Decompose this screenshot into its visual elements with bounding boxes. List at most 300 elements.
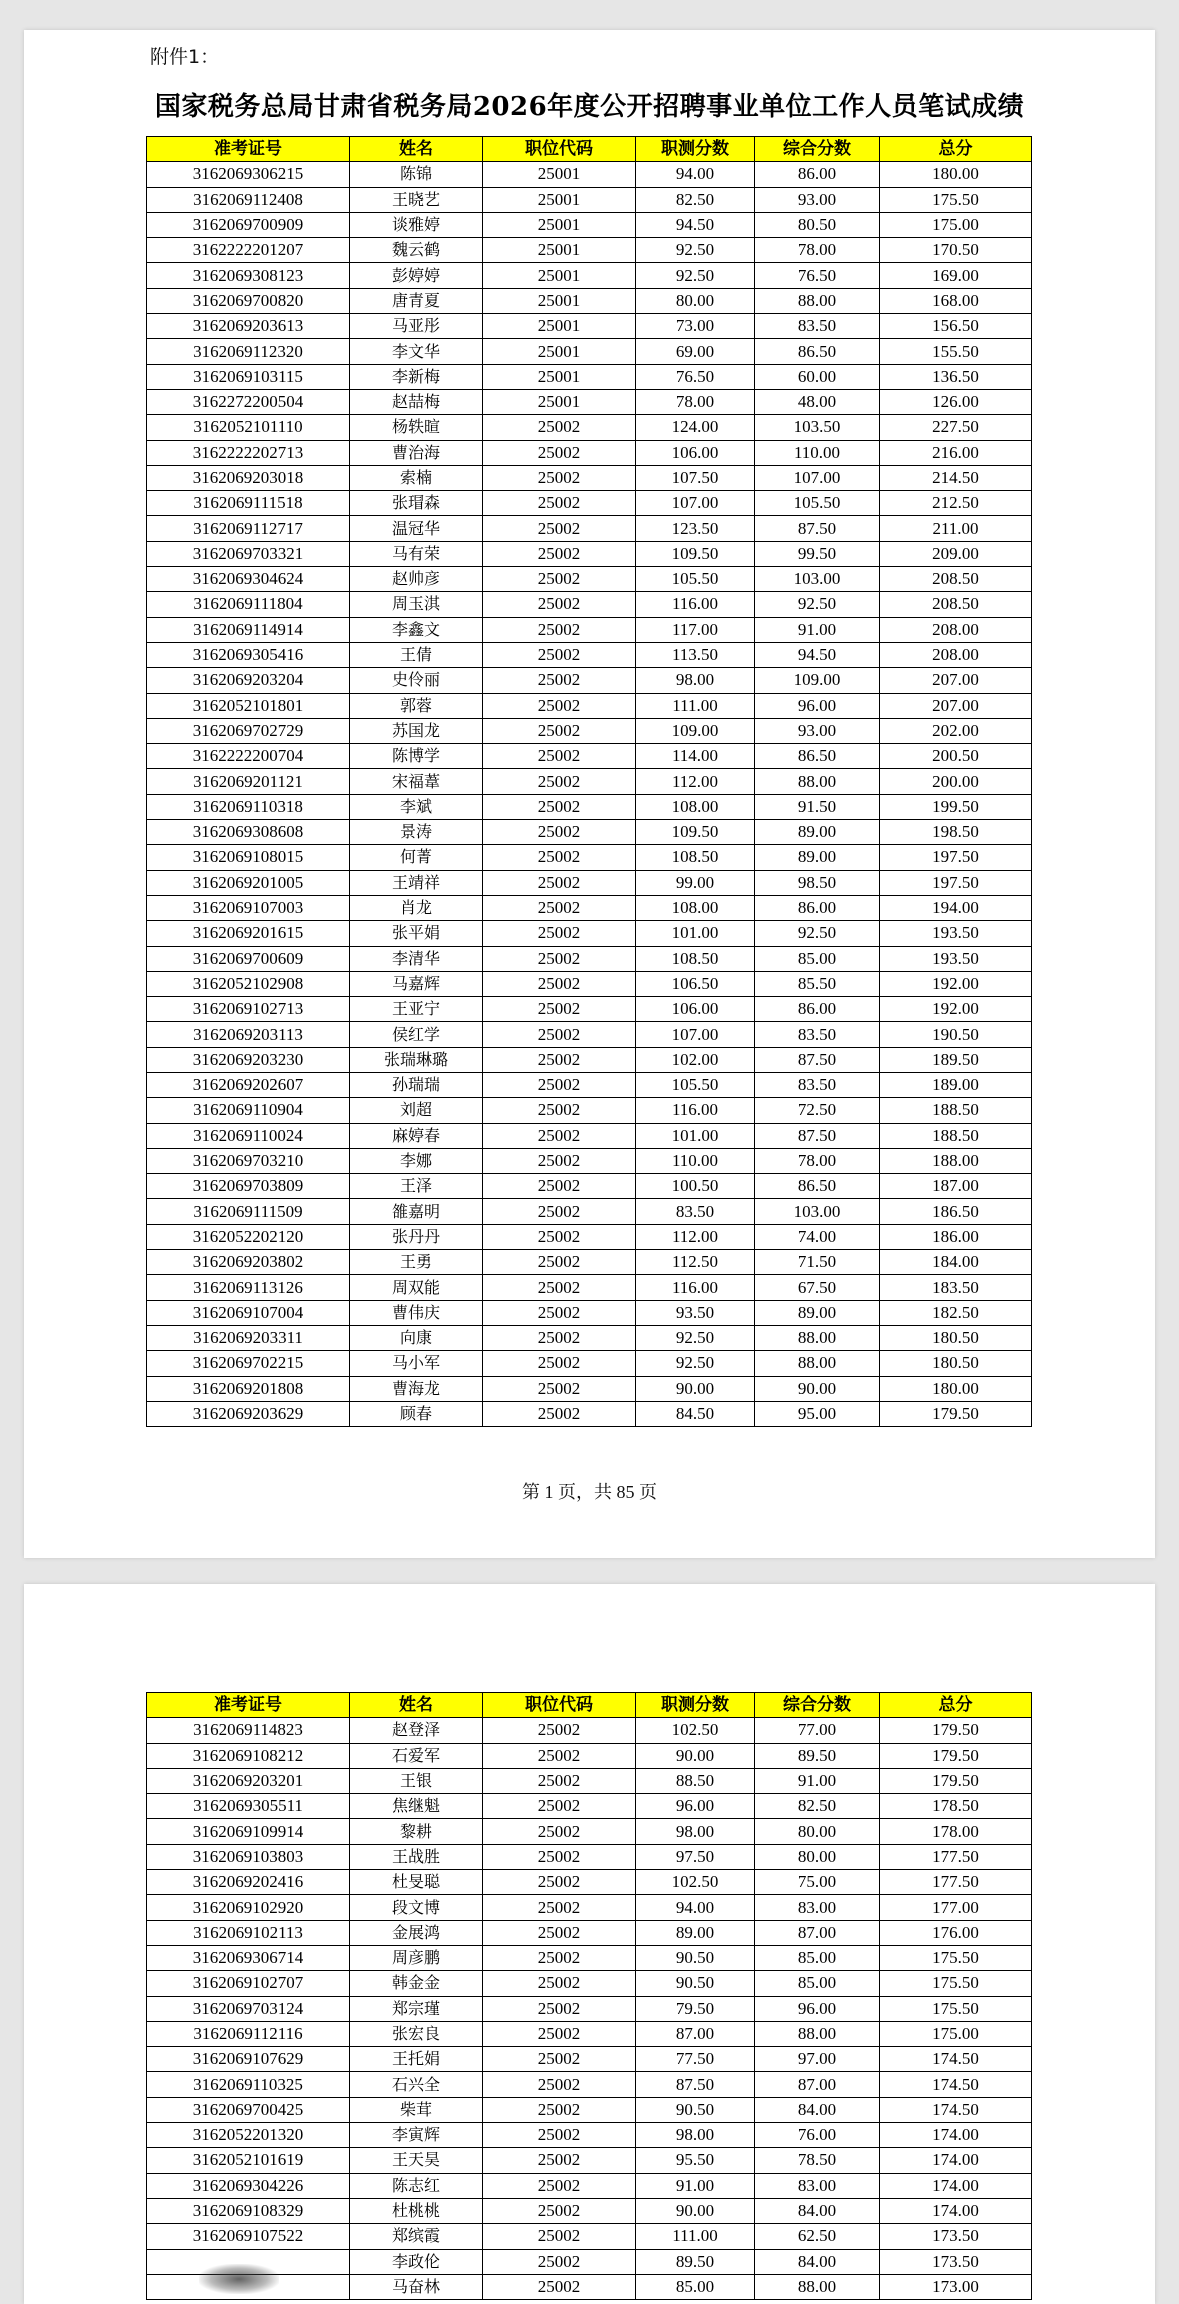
cell-aptitude-score: 102.00 (636, 1047, 755, 1072)
cell-total-score: 193.50 (880, 921, 1032, 946)
cell-exam-id: 3162069702215 (147, 1351, 350, 1376)
cell-position-code: 25001 (483, 288, 636, 313)
cell-total-score: 175.50 (880, 1971, 1032, 1996)
cell-aptitude-score: 109.50 (636, 820, 755, 845)
cell-position-code: 25002 (483, 592, 636, 617)
cell-position-code: 25002 (483, 1945, 636, 1970)
cell-comprehensive-score: 88.00 (755, 1351, 880, 1376)
cell-aptitude-score: 109.00 (636, 718, 755, 743)
cell-comprehensive-score: 96.00 (755, 693, 880, 718)
cell-aptitude-score: 100.50 (636, 1174, 755, 1199)
cell-aptitude-score: 90.00 (636, 1743, 755, 1768)
cell-total-score: 173.50 (880, 2224, 1032, 2249)
cell-position-code: 25002 (483, 1718, 636, 1743)
cell-total-score: 174.00 (880, 2198, 1032, 2223)
cell-position-code: 25002 (483, 567, 636, 592)
cell-name: 黎耕 (350, 1819, 483, 1844)
cell-comprehensive-score: 86.00 (755, 997, 880, 1022)
cell-total-score: 199.50 (880, 794, 1032, 819)
cell-exam-id: 3162069112116 (147, 2021, 350, 2046)
cell-aptitude-score: 102.50 (636, 1718, 755, 1743)
cell-position-code: 25002 (483, 870, 636, 895)
cell-exam-id: 3162069203311 (147, 1325, 350, 1350)
cell-total-score: 212.50 (880, 491, 1032, 516)
cell-aptitude-score: 96.00 (636, 1794, 755, 1819)
cell-name: 陈博学 (350, 744, 483, 769)
cell-comprehensive-score: 83.00 (755, 1895, 880, 1920)
table-row (147, 1945, 1032, 1970)
cell-position-code: 25001 (483, 364, 636, 389)
cell-total-score: 169.00 (880, 263, 1032, 288)
header-name: 姓名 (350, 137, 483, 162)
cell-aptitude-score: 92.50 (636, 1351, 755, 1376)
cell-name: 陈锦 (350, 162, 483, 187)
cell-position-code: 25002 (483, 1794, 636, 1819)
cell-name: 杨轶暄 (350, 415, 483, 440)
cell-comprehensive-score: 83.00 (755, 2173, 880, 2198)
cell-position-code: 25002 (483, 465, 636, 490)
cell-comprehensive-score: 89.50 (755, 1743, 880, 1768)
cell-exam-id: 3162069703321 (147, 541, 350, 566)
cell-comprehensive-score: 87.50 (755, 516, 880, 541)
table-row (147, 162, 1032, 187)
cell-exam-id: 3162069703809 (147, 1174, 350, 1199)
cell-name: 马嘉辉 (350, 971, 483, 996)
cell-aptitude-score: 90.50 (636, 2097, 755, 2122)
cell-name: 马有荣 (350, 541, 483, 566)
cell-total-score: 175.50 (880, 1996, 1032, 2021)
cell-comprehensive-score: 85.00 (755, 946, 880, 971)
cell-name: 段文博 (350, 1895, 483, 1920)
attachment-label: 附件1： (150, 46, 220, 68)
cell-name: 王晓艺 (350, 187, 483, 212)
cell-comprehensive-score: 95.00 (755, 1401, 880, 1426)
table-row (147, 845, 1032, 870)
cell-comprehensive-score: 86.50 (755, 1174, 880, 1199)
cell-name: 张丹丹 (350, 1224, 483, 1249)
table-header-row (147, 1693, 1032, 1718)
cell-name: 周玉淇 (350, 592, 483, 617)
cell-exam-id: 3162069112717 (147, 516, 350, 541)
table-row (147, 1971, 1032, 1996)
cell-name: 王亚宁 (350, 997, 483, 1022)
cell-exam-id: 3162069103115 (147, 364, 350, 389)
cell-total-score: 177.00 (880, 1895, 1032, 1920)
cell-aptitude-score: 116.00 (636, 592, 755, 617)
cell-comprehensive-score: 83.50 (755, 314, 880, 339)
cell-comprehensive-score: 87.50 (755, 1047, 880, 1072)
cell-position-code: 25002 (483, 1072, 636, 1097)
cell-position-code: 25002 (483, 2097, 636, 2122)
cell-comprehensive-score: 74.00 (755, 1224, 880, 1249)
cell-position-code: 25002 (483, 744, 636, 769)
cell-comprehensive-score: 85.00 (755, 1971, 880, 1996)
cell-comprehensive-score: 71.50 (755, 1250, 880, 1275)
cell-comprehensive-score: 80.00 (755, 1819, 880, 1844)
cell-position-code: 25002 (483, 1174, 636, 1199)
cell-comprehensive-score: 88.00 (755, 1325, 880, 1350)
cell-comprehensive-score: 94.50 (755, 642, 880, 667)
cell-position-code: 25002 (483, 1199, 636, 1224)
cell-position-code: 25002 (483, 1351, 636, 1376)
cell-comprehensive-score: 72.50 (755, 1098, 880, 1123)
table-row (147, 2173, 1032, 2198)
cell-exam-id: 3162069308123 (147, 263, 350, 288)
cell-name: 石兴全 (350, 2072, 483, 2097)
cell-total-score: 174.50 (880, 2097, 1032, 2122)
cell-total-score: 136.50 (880, 364, 1032, 389)
cell-comprehensive-score: 67.50 (755, 1275, 880, 1300)
cell-comprehensive-score: 93.00 (755, 718, 880, 743)
table-row (147, 314, 1032, 339)
cell-name: 张平娟 (350, 921, 483, 946)
cell-total-score: 180.50 (880, 1325, 1032, 1350)
table-row (147, 2072, 1032, 2097)
cell-name: 李清华 (350, 946, 483, 971)
cell-exam-id: 3162069700425 (147, 2097, 350, 2122)
cell-exam-id: 3162069110318 (147, 794, 350, 819)
table-row (147, 794, 1032, 819)
cell-comprehensive-score: 88.00 (755, 288, 880, 313)
cell-position-code: 25002 (483, 415, 636, 440)
table-body (147, 162, 1032, 1427)
cell-comprehensive-score: 88.00 (755, 2274, 880, 2299)
cell-aptitude-score: 84.50 (636, 1401, 755, 1426)
cell-aptitude-score: 98.00 (636, 668, 755, 693)
cell-name: 金展鸿 (350, 1920, 483, 1945)
table-row (147, 2198, 1032, 2223)
cell-total-score: 175.00 (880, 212, 1032, 237)
cell-comprehensive-score: 107.00 (755, 465, 880, 490)
cell-exam-id: 3162069201121 (147, 769, 350, 794)
cell-comprehensive-score: 91.00 (755, 1768, 880, 1793)
cell-position-code: 25002 (483, 440, 636, 465)
cell-comprehensive-score: 85.00 (755, 1945, 880, 1970)
cell-name: 何菁 (350, 845, 483, 870)
cell-total-score: 179.50 (880, 1768, 1032, 1793)
cell-exam-id: 3162069703210 (147, 1148, 350, 1173)
cell-position-code: 25002 (483, 1148, 636, 1173)
cell-position-code: 25002 (483, 1768, 636, 1793)
cell-comprehensive-score: 98.50 (755, 870, 880, 895)
cell-name: 肖龙 (350, 895, 483, 920)
cell-position-code: 25002 (483, 1920, 636, 1945)
cell-name: 向康 (350, 1325, 483, 1350)
page-footer: 第 1 页，共 85 页 (522, 1482, 657, 1502)
cell-total-score: 193.50 (880, 946, 1032, 971)
cell-comprehensive-score: 92.50 (755, 592, 880, 617)
cell-exam-id: 3162069203629 (147, 1401, 350, 1426)
table-row (147, 1275, 1032, 1300)
cell-total-score: 200.50 (880, 744, 1032, 769)
cell-exam-id: 3162069305511 (147, 1794, 350, 1819)
cell-aptitude-score: 92.50 (636, 1325, 755, 1350)
cell-exam-id: 3162069201808 (147, 1376, 350, 1401)
table-row (147, 1047, 1032, 1072)
cell-name: 郑宗瑾 (350, 1996, 483, 2021)
cell-exam-id: 3162052202120 (147, 1224, 350, 1249)
table-row (147, 1351, 1032, 1376)
cell-position-code: 25002 (483, 1401, 636, 1426)
cell-comprehensive-score: 87.50 (755, 1123, 880, 1148)
cell-position-code: 25002 (483, 617, 636, 642)
cell-exam-id: 3162069700909 (147, 212, 350, 237)
table-body (147, 1718, 1032, 2300)
cell-aptitude-score: 124.00 (636, 415, 755, 440)
cell-name: 石爱军 (350, 1743, 483, 1768)
cell-name: 苏国龙 (350, 718, 483, 743)
cell-aptitude-score: 123.50 (636, 516, 755, 541)
table-row (147, 2148, 1032, 2173)
cell-name: 陈志红 (350, 2173, 483, 2198)
cell-name: 曹伟庆 (350, 1300, 483, 1325)
cell-total-score: 208.50 (880, 567, 1032, 592)
header-exam-id: 准考证号 (147, 137, 350, 162)
cell-name: 马亚彤 (350, 314, 483, 339)
table-row (147, 1401, 1032, 1426)
cell-exam-id: 3162222200704 (147, 744, 350, 769)
cell-position-code: 25002 (483, 1098, 636, 1123)
header-comprehensive-score: 综合分数 (755, 137, 880, 162)
cell-exam-id: 3162069201005 (147, 870, 350, 895)
cell-aptitude-score: 111.00 (636, 693, 755, 718)
cell-position-code: 25001 (483, 389, 636, 414)
table-row (147, 997, 1032, 1022)
table-row (147, 1376, 1032, 1401)
cell-position-code: 25002 (483, 1325, 636, 1350)
cell-position-code: 25002 (483, 642, 636, 667)
cell-position-code: 25002 (483, 516, 636, 541)
cell-name: 王战胜 (350, 1844, 483, 1869)
cell-total-score: 168.00 (880, 288, 1032, 313)
table-row (147, 1743, 1032, 1768)
cell-exam-id: 3162069203613 (147, 314, 350, 339)
cell-name: 王银 (350, 1768, 483, 1793)
cell-aptitude-score: 88.50 (636, 1768, 755, 1793)
cell-aptitude-score: 69.00 (636, 339, 755, 364)
cell-exam-id: 3162272200504 (147, 389, 350, 414)
cell-total-score: 198.50 (880, 820, 1032, 845)
cell-name: 郑缤霞 (350, 2224, 483, 2249)
cell-position-code: 25001 (483, 314, 636, 339)
table-row (147, 1920, 1032, 1945)
cell-exam-id: 3162069203230 (147, 1047, 350, 1072)
cell-aptitude-score: 82.50 (636, 187, 755, 212)
cell-aptitude-score: 94.50 (636, 212, 755, 237)
cell-name: 侯红学 (350, 1022, 483, 1047)
table-row (147, 2274, 1032, 2299)
cell-total-score: 202.00 (880, 718, 1032, 743)
cell-aptitude-score: 98.00 (636, 2123, 755, 2148)
cell-aptitude-score: 101.00 (636, 921, 755, 946)
cell-exam-id: 3162069114823 (147, 1718, 350, 1743)
cell-comprehensive-score: 62.50 (755, 2224, 880, 2249)
cell-comprehensive-score: 84.00 (755, 2198, 880, 2223)
cell-comprehensive-score: 103.00 (755, 567, 880, 592)
cell-aptitude-score: 112.00 (636, 769, 755, 794)
cell-name: 杜桃桃 (350, 2198, 483, 2223)
cell-total-score: 207.00 (880, 668, 1032, 693)
cell-position-code: 25002 (483, 1250, 636, 1275)
cell-exam-id: 3162069102713 (147, 997, 350, 1022)
table-row (147, 820, 1032, 845)
cell-total-score: 211.00 (880, 516, 1032, 541)
cell-exam-id: 3162069110325 (147, 2072, 350, 2097)
cell-position-code: 25002 (483, 1971, 636, 1996)
table-row (147, 440, 1032, 465)
cell-total-score: 227.50 (880, 415, 1032, 440)
cell-exam-id: 3162069305416 (147, 642, 350, 667)
cell-name: 王倩 (350, 642, 483, 667)
cell-exam-id: 3162052102908 (147, 971, 350, 996)
cell-position-code: 25002 (483, 2274, 636, 2299)
cell-total-score: 155.50 (880, 339, 1032, 364)
table-row (147, 1022, 1032, 1047)
cell-name: 韩金金 (350, 1971, 483, 1996)
cell-total-score: 189.00 (880, 1072, 1032, 1097)
cell-exam-id: 3162069203018 (147, 465, 350, 490)
cell-name: 张瑁森 (350, 491, 483, 516)
cell-position-code: 25001 (483, 162, 636, 187)
cell-aptitude-score: 97.50 (636, 1844, 755, 1869)
cell-comprehensive-score: 78.00 (755, 238, 880, 263)
cell-total-score: 186.50 (880, 1199, 1032, 1224)
cell-exam-id: 3162069306215 (147, 162, 350, 187)
cell-aptitude-score: 108.50 (636, 946, 755, 971)
cell-comprehensive-score: 103.00 (755, 1199, 880, 1224)
cell-position-code: 25002 (483, 668, 636, 693)
cell-position-code: 25002 (483, 2249, 636, 2274)
cell-position-code: 25002 (483, 718, 636, 743)
cell-aptitude-score: 102.50 (636, 1870, 755, 1895)
cell-position-code: 25002 (483, 1743, 636, 1768)
table-row (147, 187, 1032, 212)
cell-aptitude-score: 78.00 (636, 389, 755, 414)
cell-position-code: 25002 (483, 1047, 636, 1072)
cell-comprehensive-score: 89.00 (755, 820, 880, 845)
cell-exam-id: 3162222201207 (147, 238, 350, 263)
cell-exam-id: 3162052101110 (147, 415, 350, 440)
cell-position-code: 25002 (483, 1819, 636, 1844)
cell-aptitude-score: 112.00 (636, 1224, 755, 1249)
cell-position-code: 25002 (483, 2173, 636, 2198)
cell-total-score: 156.50 (880, 314, 1032, 339)
cell-total-score: 180.50 (880, 1351, 1032, 1376)
cell-exam-id: 3162069702729 (147, 718, 350, 743)
cell-exam-id: 3162069202416 (147, 1870, 350, 1895)
cell-position-code: 25002 (483, 769, 636, 794)
cell-comprehensive-score: 80.00 (755, 1844, 880, 1869)
cell-comprehensive-score: 80.50 (755, 212, 880, 237)
cell-position-code: 25002 (483, 1123, 636, 1148)
cell-exam-id: 3162069111804 (147, 592, 350, 617)
cell-total-score: 177.50 (880, 1844, 1032, 1869)
cell-aptitude-score: 116.00 (636, 1098, 755, 1123)
cell-exam-id: 3162069111509 (147, 1199, 350, 1224)
cell-aptitude-score: 89.50 (636, 2249, 755, 2274)
cell-exam-id: 3162069203204 (147, 668, 350, 693)
cell-name: 彭婷婷 (350, 263, 483, 288)
cell-position-code: 25002 (483, 1275, 636, 1300)
cell-aptitude-score: 113.50 (636, 642, 755, 667)
cell-position-code: 25002 (483, 2047, 636, 2072)
cell-position-code: 25002 (483, 1224, 636, 1249)
cell-comprehensive-score: 97.00 (755, 2047, 880, 2072)
cell-exam-id: 3162069203802 (147, 1250, 350, 1275)
table-row (147, 2097, 1032, 2122)
cell-name: 索楠 (350, 465, 483, 490)
table-row (147, 1072, 1032, 1097)
cell-comprehensive-score: 92.50 (755, 921, 880, 946)
cell-total-score: 177.50 (880, 1870, 1032, 1895)
cell-exam-id: 3162069107004 (147, 1300, 350, 1325)
cell-name: 孙瑞瑞 (350, 1072, 483, 1097)
cell-comprehensive-score: 87.00 (755, 2072, 880, 2097)
cell-comprehensive-score: 75.00 (755, 1870, 880, 1895)
cell-position-code: 25002 (483, 820, 636, 845)
table-row (147, 364, 1032, 389)
cell-comprehensive-score: 103.50 (755, 415, 880, 440)
table-row (147, 263, 1032, 288)
table-row (147, 567, 1032, 592)
cell-aptitude-score: 89.00 (636, 1920, 755, 1945)
cell-aptitude-score: 93.50 (636, 1300, 755, 1325)
cell-total-score: 179.50 (880, 1401, 1032, 1426)
cell-total-score: 192.00 (880, 971, 1032, 996)
cell-total-score: 176.00 (880, 1920, 1032, 1945)
cell-total-score: 188.00 (880, 1148, 1032, 1173)
cell-name: 王天昊 (350, 2148, 483, 2173)
cell-aptitude-score: 111.00 (636, 2224, 755, 2249)
cell-aptitude-score: 107.00 (636, 1022, 755, 1047)
cell-exam-id: 3162069203113 (147, 1022, 350, 1047)
table-row (147, 389, 1032, 414)
cell-total-score: 197.50 (880, 845, 1032, 870)
cell-position-code: 25002 (483, 1844, 636, 1869)
cell-exam-id: 3162069109914 (147, 1819, 350, 1844)
cell-name: 焦继魁 (350, 1794, 483, 1819)
cell-comprehensive-score: 89.00 (755, 1300, 880, 1325)
table-row (147, 1148, 1032, 1173)
table-row (147, 769, 1032, 794)
table-row (147, 1224, 1032, 1249)
cell-comprehensive-score: 90.00 (755, 1376, 880, 1401)
cell-name: 李政伦 (350, 2249, 483, 2274)
cell-exam-id: 3162069107629 (147, 2047, 350, 2072)
cell-comprehensive-score: 84.00 (755, 2249, 880, 2274)
cell-comprehensive-score: 83.50 (755, 1072, 880, 1097)
cell-total-score: 186.00 (880, 1224, 1032, 1249)
cell-aptitude-score: 109.50 (636, 541, 755, 566)
cell-aptitude-score: 114.00 (636, 744, 755, 769)
cell-exam-id: 3162069108212 (147, 1743, 350, 1768)
cell-total-score: 182.50 (880, 1300, 1032, 1325)
cell-position-code: 25002 (483, 2021, 636, 2046)
cell-total-score: 174.50 (880, 2072, 1032, 2097)
cell-exam-id: 3162069107522 (147, 2224, 350, 2249)
cell-total-score: 175.50 (880, 187, 1032, 212)
cell-total-score: 183.50 (880, 1275, 1032, 1300)
cell-position-code: 25002 (483, 693, 636, 718)
cell-name: 谈雅婷 (350, 212, 483, 237)
cell-exam-id: 3162069113126 (147, 1275, 350, 1300)
table-row (147, 288, 1032, 313)
cell-name: 曹海龙 (350, 1376, 483, 1401)
header-exam-id: 准考证号 (147, 1693, 350, 1718)
cell-aptitude-score: 94.00 (636, 162, 755, 187)
cell-name: 史伶丽 (350, 668, 483, 693)
cell-total-score: 184.00 (880, 1250, 1032, 1275)
